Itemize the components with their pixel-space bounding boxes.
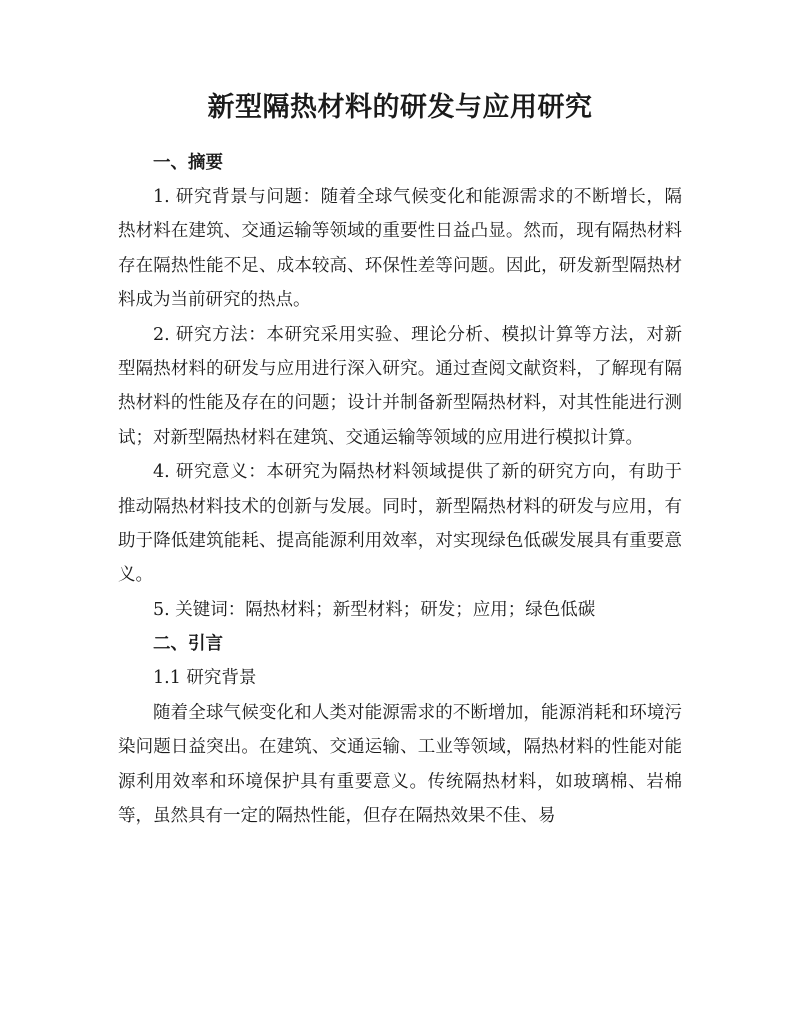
abstract-item-keywords: 5. 关键词：隔热材料；新型材料；研发；应用；绿色低碳	[153, 599, 596, 620]
abstract-item-method: 2. 研究方法：本研究采用实验、理论分析、模拟计算等方法，对新型隔热材料的研发与应用进行深入研究。通过查阅文献资料，了解现有隔热材料的性能及存在的问题；设计并制备新型隔热材料，对其性能进行测试；对新型隔热材料在建筑、交通运输等领域的应用进行模拟计算。	[118, 324, 682, 448]
abstract-item-significance: 4. 研究意义：本研究为隔热材料领域提供了新的研究方向，有助于推动隔热材料技术的创新与发展。同时，新型隔热材料的研发与应用，有助于降低建筑能耗、提高能源利用效率，对实现绿色低碳发展具有重要意义。	[118, 462, 682, 586]
abstract-heading: 一、摘要	[153, 153, 223, 173]
document-page	[118, 88, 682, 833]
document-title: 新型隔热材料的研发与应用研究	[207, 92, 593, 123]
intro-subheading: 1.1 研究背景	[153, 668, 257, 689]
intro-heading: 二、引言	[153, 634, 223, 655]
intro-paragraph: 随着全球气候变化和人类对能源需求的不断增加，能源消耗和环境污染问题日益突出。在建筑、交通运输、工业等领域，隔热材料的性能对能源利用效率和环境保护具有重要意义。传统隔热材料，如玻璃棉、岩棉等，虽然具有一定的隔热性能，但存在隔热效果不佳、易	[118, 702, 682, 826]
abstract-item-background: 1. 研究背景与问题：随着全球气候变化和能源需求的不断增长，隔热材料在建筑、交通运输等领域的重要性日益凸显。然而，现有隔热材料存在隔热性能不足、成本较高、环保性差等问题。因此，研发新型隔热材料成为当前研究的热点。	[118, 187, 682, 311]
